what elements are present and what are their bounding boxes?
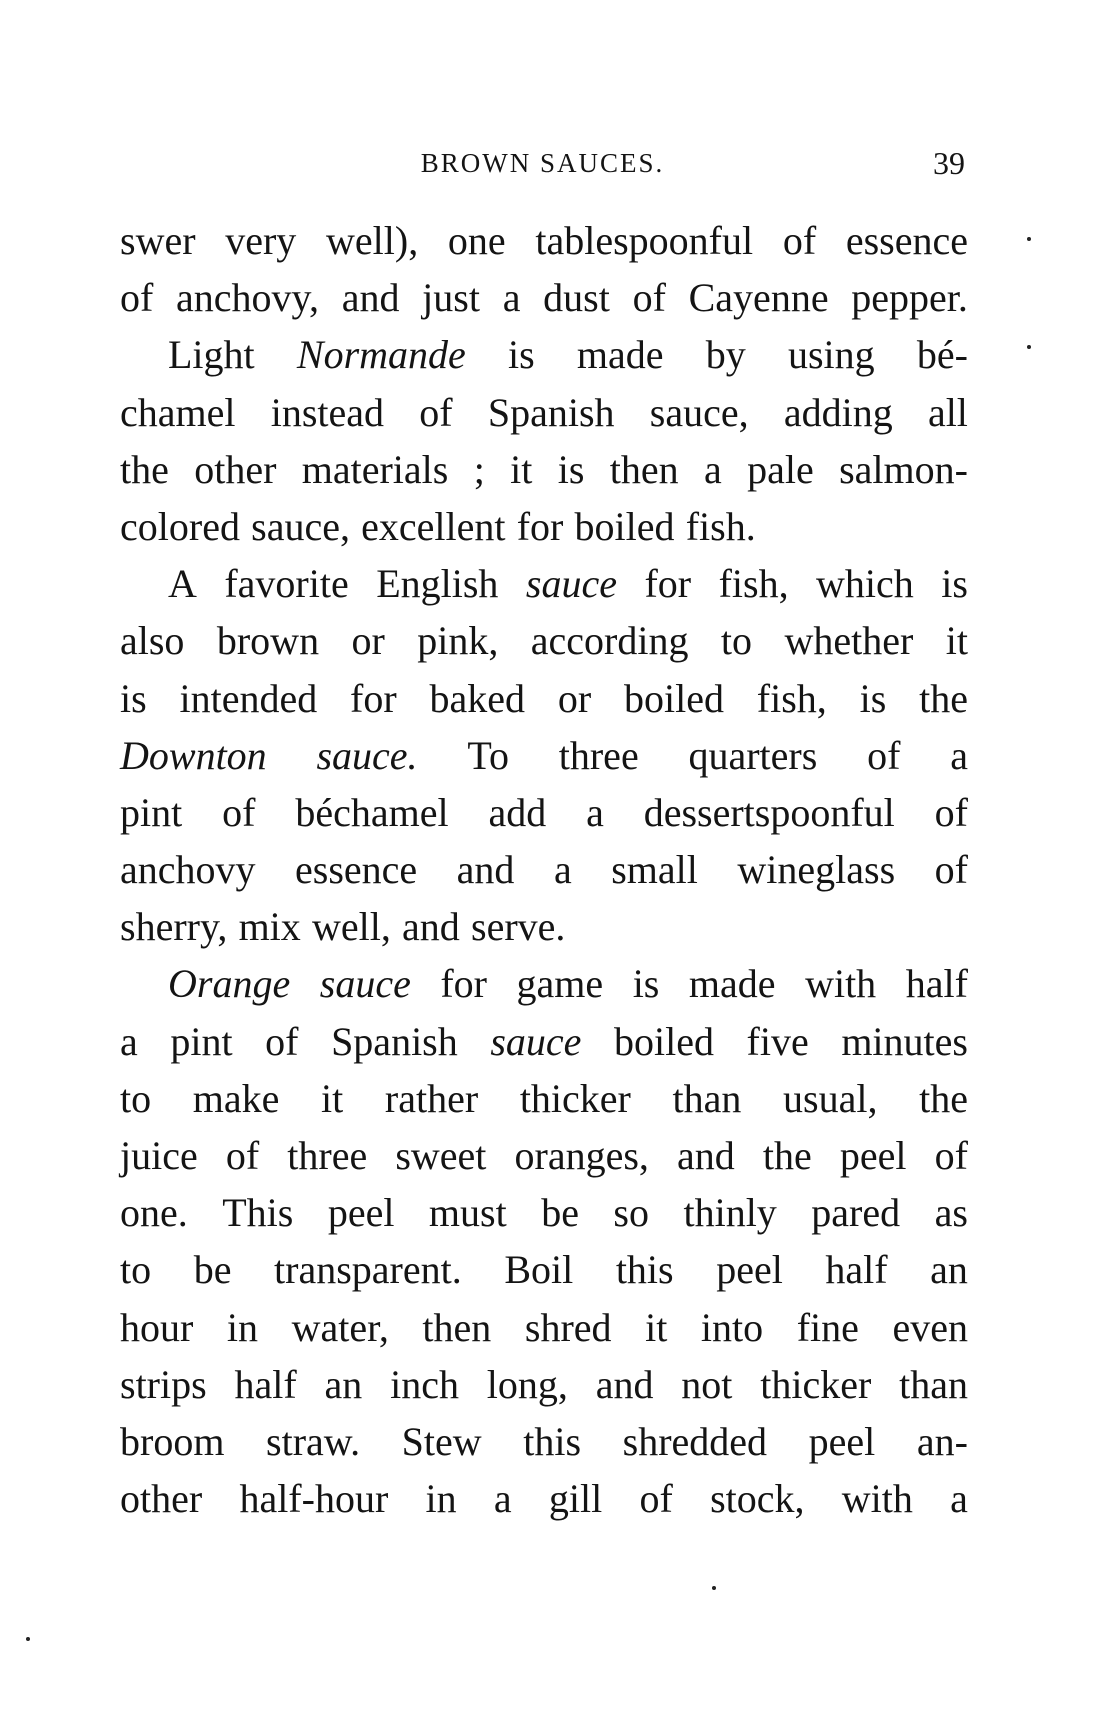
word: stock, — [710, 1476, 805, 1522]
word: for — [440, 961, 487, 1007]
word: sauce, — [649, 389, 749, 435]
word: Normande — [296, 332, 466, 378]
word: to — [120, 1075, 152, 1121]
word: by — [705, 332, 746, 378]
word: and — [677, 1133, 735, 1178]
word: game — [516, 961, 604, 1007]
word: and — [402, 904, 460, 950]
word: brown — [216, 618, 320, 664]
page-number: 39 — [933, 145, 965, 181]
text-line — [120, 727, 968, 784]
word: sauce — [319, 961, 411, 1007]
word: Boil — [504, 1247, 574, 1293]
word: is — [941, 561, 968, 607]
word: serve. — [471, 904, 566, 950]
word: the — [120, 446, 169, 492]
word: and — [341, 275, 400, 321]
word: which — [816, 561, 914, 607]
text-line — [120, 1356, 968, 1413]
word: rather — [384, 1075, 479, 1121]
text-line — [120, 1413, 968, 1470]
word: is — [632, 961, 660, 1007]
word: a — [704, 446, 722, 492]
word: whether — [784, 618, 914, 664]
word: anchovy — [120, 847, 256, 893]
word: baked — [429, 675, 526, 721]
word: pared — [811, 1190, 901, 1236]
word: essence — [845, 218, 968, 263]
word: pint — [170, 1018, 233, 1064]
word: strips — [120, 1361, 207, 1407]
word: oranges, — [514, 1133, 649, 1178]
body-text — [120, 212, 968, 1527]
text-line — [120, 1470, 968, 1527]
word: as — [934, 1190, 968, 1236]
scan-speck — [1027, 345, 1031, 349]
word: thicker — [519, 1075, 631, 1121]
word: peel — [716, 1247, 783, 1293]
word: half — [234, 1361, 297, 1407]
word: intended — [179, 675, 318, 721]
word: wineglass — [737, 847, 896, 893]
word: half — [905, 961, 968, 1007]
word: a — [120, 1018, 138, 1064]
word: half — [825, 1247, 888, 1293]
word: sherry, — [120, 904, 228, 950]
word: this — [523, 1418, 582, 1464]
word: according — [530, 618, 689, 664]
word: three — [287, 1133, 368, 1178]
word: To — [467, 732, 509, 778]
text-line — [120, 670, 968, 727]
word: fish. — [685, 503, 756, 549]
word: chamel — [120, 389, 236, 435]
word: with — [841, 1476, 913, 1522]
word: swer — [120, 218, 196, 263]
word: Cayenne — [688, 275, 829, 321]
word: using — [787, 332, 875, 378]
word: a — [493, 1476, 512, 1522]
word: it — [645, 1304, 668, 1350]
word: inch — [390, 1361, 459, 1407]
word: ; — [473, 446, 485, 492]
text-line — [120, 841, 968, 898]
word: of — [639, 1476, 673, 1522]
word: to — [120, 1247, 152, 1293]
text-line — [120, 612, 968, 669]
text-line — [120, 555, 968, 612]
word: straw. — [266, 1418, 361, 1464]
word: a — [502, 275, 521, 321]
word: than — [899, 1361, 968, 1407]
word: sweet — [395, 1133, 487, 1178]
word: boiled — [574, 503, 675, 549]
word: then — [422, 1304, 492, 1350]
word: hour — [120, 1304, 194, 1350]
word: three — [558, 732, 639, 778]
word: the — [919, 675, 968, 721]
word: this — [615, 1247, 674, 1293]
word: shred — [524, 1304, 612, 1350]
word: the — [762, 1133, 812, 1178]
word: in — [425, 1476, 457, 1522]
word: sauce — [525, 561, 617, 607]
word: peel — [327, 1190, 395, 1236]
word: anchovy, — [176, 275, 319, 321]
word: also — [120, 618, 185, 664]
word: be — [541, 1190, 579, 1236]
word: boiled — [613, 1018, 714, 1064]
word: minutes — [841, 1018, 968, 1064]
word: Downton — [120, 732, 267, 778]
word: salmon- — [839, 446, 968, 492]
word: a — [586, 789, 604, 835]
word: dessertspoonful — [643, 789, 895, 835]
text-line — [120, 1127, 968, 1184]
word: Spanish — [331, 1018, 458, 1064]
running-title: BROWN SAUCES. — [420, 148, 665, 178]
word: one. — [120, 1190, 188, 1236]
word: half-hour — [239, 1476, 389, 1522]
text-line — [120, 269, 968, 326]
word: very — [225, 218, 297, 263]
word: pale — [747, 446, 814, 492]
word: an- — [916, 1418, 968, 1464]
word: pint — [120, 789, 183, 835]
word: or — [351, 618, 385, 664]
word: all — [927, 389, 968, 435]
word: dust — [543, 275, 610, 321]
word: is — [557, 446, 585, 492]
word: even — [892, 1304, 968, 1350]
word: other — [120, 1476, 203, 1522]
word: and — [456, 847, 515, 893]
word: of — [934, 1133, 968, 1178]
scan-speck — [26, 1637, 30, 1641]
text-line — [120, 784, 968, 841]
word: not — [681, 1361, 733, 1407]
word: just — [422, 275, 480, 321]
word: one — [447, 218, 506, 263]
word: instead — [270, 389, 385, 435]
word: an — [324, 1361, 363, 1407]
text-line — [120, 326, 968, 383]
word: broom — [120, 1418, 225, 1464]
word: or — [557, 675, 592, 721]
word: of — [867, 732, 901, 778]
word: other — [194, 446, 277, 492]
word: English — [376, 561, 499, 607]
word: of — [934, 789, 968, 835]
word: sauce — [490, 1018, 582, 1064]
running-head — [120, 145, 965, 188]
word: it — [321, 1075, 344, 1121]
word: make — [192, 1075, 280, 1121]
word: it — [945, 618, 968, 664]
word: mix — [238, 904, 301, 950]
word: is — [120, 675, 147, 721]
word: transparent. — [274, 1247, 462, 1293]
word: to — [720, 618, 753, 664]
word: long, — [486, 1361, 568, 1407]
word: usual, — [783, 1075, 878, 1121]
word: thicker — [760, 1361, 872, 1407]
word: the — [919, 1075, 968, 1121]
word: gill — [548, 1476, 603, 1522]
word: for — [644, 561, 692, 607]
word: a — [553, 847, 572, 893]
word: well, — [311, 904, 391, 950]
word: with — [805, 961, 877, 1007]
word: shredded — [622, 1418, 768, 1464]
word: of — [419, 389, 453, 435]
word: small — [611, 847, 698, 893]
word: This — [222, 1190, 294, 1236]
word: made — [688, 961, 776, 1007]
word: pepper. — [851, 275, 968, 321]
word: five — [746, 1018, 809, 1064]
text-line — [120, 498, 968, 555]
word: must — [428, 1190, 507, 1236]
word: thinly — [683, 1190, 777, 1236]
word: and — [595, 1361, 654, 1407]
word: boiled — [623, 675, 724, 721]
word: into — [700, 1304, 764, 1350]
word: colored — [120, 503, 240, 549]
word: fish, — [718, 561, 789, 607]
word: pink, — [417, 618, 499, 664]
text-line — [120, 1241, 968, 1298]
word: is — [508, 332, 535, 378]
word: of — [934, 847, 968, 893]
word: for — [516, 503, 564, 549]
word: of — [782, 218, 817, 263]
word: peel — [808, 1418, 876, 1464]
text-line — [120, 898, 968, 955]
word: quarters — [688, 732, 818, 778]
word: bé- — [916, 332, 968, 378]
word: a — [950, 1476, 968, 1522]
word: a — [950, 732, 968, 778]
word: of — [632, 275, 666, 321]
word: it — [510, 446, 533, 492]
word: favorite — [224, 561, 349, 607]
text-line — [120, 212, 968, 269]
word: is — [859, 675, 887, 721]
word: than — [672, 1075, 742, 1121]
word: fish, — [756, 675, 827, 721]
word: sauce. — [316, 732, 418, 778]
word: be — [193, 1247, 232, 1293]
word: sauce, — [251, 503, 350, 549]
text-line — [120, 384, 968, 441]
word: for — [350, 675, 397, 721]
word: materials — [301, 446, 449, 492]
word: juice — [120, 1133, 198, 1178]
word: add — [488, 789, 547, 835]
word: of — [222, 789, 256, 835]
word: of — [225, 1133, 260, 1178]
scan-speck — [712, 1586, 716, 1590]
word: of — [265, 1018, 299, 1064]
scan-speck — [1027, 237, 1031, 241]
word: of — [120, 275, 154, 321]
word: made — [576, 332, 664, 378]
word: in — [226, 1304, 259, 1350]
word: essence — [295, 847, 418, 893]
word: then — [609, 446, 679, 492]
word: peel — [839, 1133, 907, 1178]
text-line — [120, 1184, 968, 1241]
word: béchamel — [295, 789, 449, 835]
word: Stew — [401, 1418, 482, 1464]
text-line — [120, 1070, 968, 1127]
word: so — [613, 1190, 649, 1236]
word: tablespoonful — [535, 218, 754, 263]
word: Light — [168, 332, 255, 378]
text-line — [120, 441, 968, 498]
word: an — [930, 1247, 968, 1293]
text-line — [120, 1299, 968, 1356]
word: adding — [783, 389, 893, 435]
word: Orange — [168, 961, 291, 1007]
text-line — [120, 1013, 968, 1070]
word: excellent — [361, 503, 506, 549]
word: well), — [326, 218, 419, 263]
word: fine — [796, 1304, 859, 1350]
text-line — [120, 955, 968, 1012]
word: Spanish — [487, 389, 615, 435]
word: A — [168, 561, 197, 607]
word: water, — [291, 1304, 389, 1350]
